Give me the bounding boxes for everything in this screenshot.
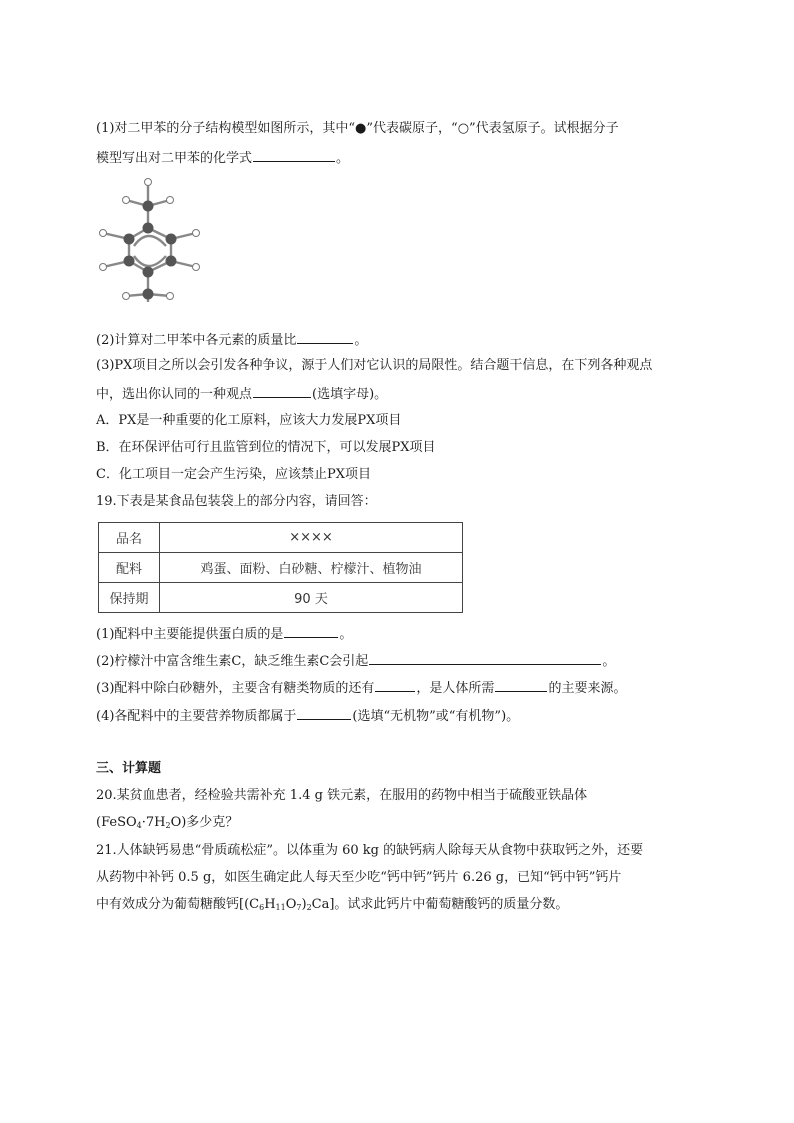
q19-part3-text-c: 的主要来源。 (548, 681, 627, 696)
q19-part3-text-a: (3)配料中除白砂糖外，主要含有糖类物质的还有 (96, 681, 375, 696)
answer-blank (495, 678, 547, 692)
molecule-model-figure (96, 176, 216, 306)
option-b: B．在环保评估可行且监管到位的情况下，可以发展PX项目 (96, 440, 436, 455)
table-row (99, 523, 463, 553)
q18-part1-line1: (1)对二甲苯的分子结构模型如图所示，其中“●”代表碳原子，“○”代表氢原子。试根据分子 (96, 121, 619, 136)
answer-blank (253, 384, 311, 398)
option-c: C．化工项目一定会产生污染，应该禁止PX项目 (96, 467, 371, 482)
table-key: 配料 (99, 553, 160, 583)
answer-blank (253, 148, 335, 162)
q19-part4-text: (4)各配料中的主要营养物质都属于 (96, 709, 297, 724)
q21-line1: 21.人体缺钙易患“骨质疏松症”。以体重为 60 kg 的缺钙病人除每天从食物中获取钙之外，还要 (96, 843, 644, 858)
hydrogen-atoms (100, 179, 200, 300)
q18-part1-text: 模型写出对二甲苯的化学式 (96, 151, 253, 166)
q19-part3-text-b: ，是人体所需 (416, 681, 495, 696)
q19-part4-hint: (选填“无机物”或“有机物”)。 (352, 709, 520, 724)
formula-part: O (285, 897, 297, 912)
q21-line3 (96, 896, 568, 917)
q18-part3-hint: (选填字母)。 (312, 387, 388, 402)
q19-part1-text: (1)配料中主要能提供蛋白质的是 (96, 627, 284, 642)
q19-part1 (96, 624, 352, 644)
subscript: 2 (165, 821, 171, 830)
punctuation: 。 (339, 627, 353, 642)
q18-part2-text: (2)计算对二甲苯中各元素的质量比 (96, 333, 297, 348)
section-heading: 三、计算题 (96, 761, 162, 776)
formula-part: Ca]。试求此钙片中葡萄糖酸钙的质量分数。 (311, 897, 569, 912)
q21-line2: 从药物中补钙 0.5 g，如医生确定此人每天至少吃“钙中钙”钙片 6.26 g，已知“钙中钙”钙片 (96, 870, 622, 885)
q18-part3-text: 中，选出你认同的一种观点 (96, 387, 253, 402)
subscript: 2 (306, 903, 312, 912)
answer-blank (375, 678, 415, 692)
punctuation: 。 (336, 151, 350, 166)
subscript: 4 (136, 821, 142, 830)
answer-blank (369, 651, 601, 665)
q20-line1: 20.某贫血患者，经检验共需补充 1.4 g 铁元素，在服用的药物中相当于硫酸亚铁晶体 (96, 788, 588, 803)
q19-part4 (96, 706, 519, 726)
carbon-atoms (124, 201, 177, 300)
option-a: A．PX是一种重要的化工原料，应该大力发展PX项目 (96, 413, 402, 428)
table-key: 保持期 (99, 583, 160, 613)
q19-part2 (96, 651, 615, 671)
punctuation: 。 (602, 654, 616, 669)
q19-part3 (96, 678, 626, 698)
table-value: ×××× (160, 523, 463, 553)
q20-line2 (96, 814, 238, 835)
q18-part3-line1: (3)PX项目之所以会引发各种争议，源于人们对它认识的局限性。结合题干信息，在下列各种观点 (96, 358, 653, 373)
q19-part2-text: (2)柠檬汁中富含维生素C，缺乏维生素C会引起 (96, 654, 369, 669)
formula-part: H (264, 897, 276, 912)
q18-part2 (96, 330, 367, 350)
table-value: 90 天 (160, 583, 463, 613)
formula-part: O)多少克？ (170, 815, 239, 830)
subscript: 6 (259, 903, 265, 912)
answer-blank (284, 624, 338, 638)
subscript: 7 (296, 903, 302, 912)
formula-part: ) (301, 897, 307, 912)
formula-part: ·7H (141, 815, 166, 830)
table-row (99, 583, 463, 613)
food-label-table (98, 522, 463, 613)
subscript: 11 (275, 903, 286, 912)
q19-stem: 19.下表是某食品包装袋上的部分内容，请回答： (96, 494, 377, 509)
table-row (99, 553, 463, 583)
table-value: 鸡蛋、面粉、白砂糖、柠檬汁、植物油 (160, 553, 463, 583)
q18-part1-line2 (96, 148, 349, 168)
punctuation: 。 (354, 333, 368, 348)
table-key: 品名 (99, 523, 160, 553)
answer-blank (297, 706, 351, 720)
formula-part: (FeSO (96, 815, 137, 830)
formula-part: 中有效成分为葡萄糖酸钙[(C (96, 897, 260, 912)
q18-part3-line2 (96, 384, 387, 404)
answer-blank (297, 330, 353, 344)
